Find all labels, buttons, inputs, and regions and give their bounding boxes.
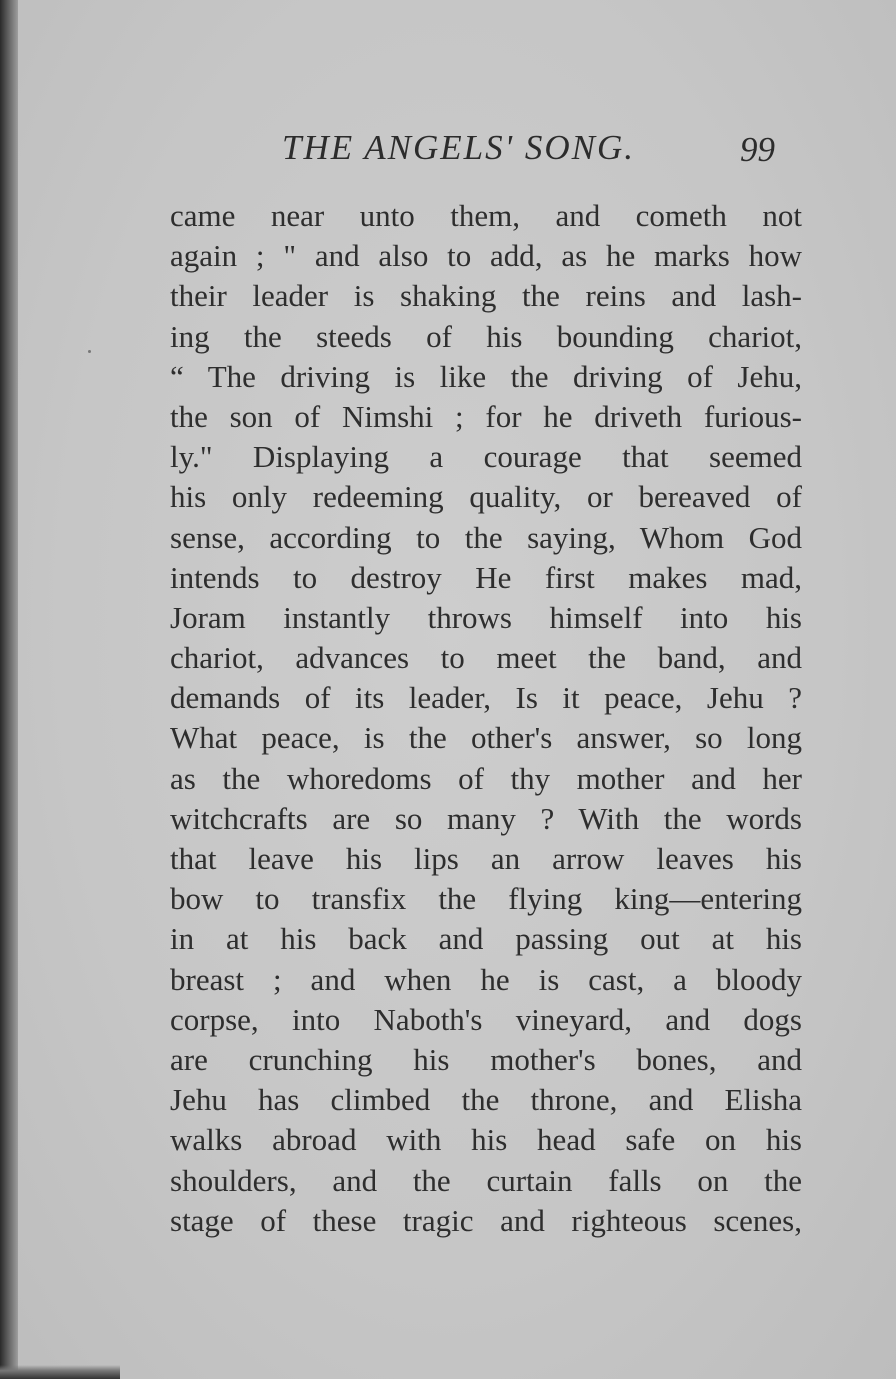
running-title: THE ANGELS' SONG. xyxy=(282,128,635,167)
text-line: corpse, into Naboth's vineyard, and dogs xyxy=(170,1001,802,1037)
paper-speck xyxy=(88,350,91,353)
text-line: demands of its leader, Is it peace, Jehu ? xyxy=(170,680,802,716)
text-line: the son of Nimshi ; for he driveth furious- xyxy=(170,398,802,434)
body-text xyxy=(170,196,802,1241)
text-line: as the whoredoms of thy mother and her xyxy=(170,760,802,796)
page-number: 99 xyxy=(740,130,775,169)
text-line: What peace, is the other's answer, so long xyxy=(170,720,802,756)
text-line: bow to transfix the flying king—entering xyxy=(170,881,802,917)
text-line: that leave his lips an arrow leaves his xyxy=(170,841,802,876)
text-line: Joram instantly throws himself into his xyxy=(170,599,802,635)
text-line: came near unto them, and cometh not xyxy=(170,198,802,233)
text-line: are crunching his mother's bones, and xyxy=(170,1041,802,1077)
text-line: sense, according to the saying, Whom God xyxy=(170,519,802,555)
text-line: “ The driving is like the driving of Jehu, xyxy=(170,358,802,394)
text-line: breast ; and when he is cast, a bloody xyxy=(170,961,802,997)
text-line: stage of these tragic and righteous scenes, xyxy=(170,1202,802,1238)
text-line: his only redeeming quality, or bereaved of xyxy=(170,479,802,515)
text-line: in at his back and passing out at his xyxy=(170,921,802,957)
text-line: their leader is shaking the reins and lash- xyxy=(170,278,802,314)
text-line: walks abroad with his head safe on his xyxy=(170,1122,802,1158)
text-line: ly." Displaying a courage that seemed xyxy=(170,439,802,475)
binding-edge xyxy=(0,0,18,1379)
text-line: witchcrafts are so many ? With the words xyxy=(170,800,802,836)
page-bottom-edge xyxy=(0,1365,120,1379)
text-line: shoulders, and the curtain falls on the xyxy=(170,1162,802,1198)
text-line: Jehu has climbed the throne, and Elisha xyxy=(170,1082,802,1118)
page-header xyxy=(0,128,896,178)
text-line: chariot, advances to meet the band, and xyxy=(170,640,802,676)
text-line: ing the steeds of his bounding chariot, xyxy=(170,318,802,354)
text-line: again ; " and also to add, as he marks how xyxy=(170,238,802,274)
text-line: intends to destroy He first makes mad, xyxy=(170,559,802,595)
